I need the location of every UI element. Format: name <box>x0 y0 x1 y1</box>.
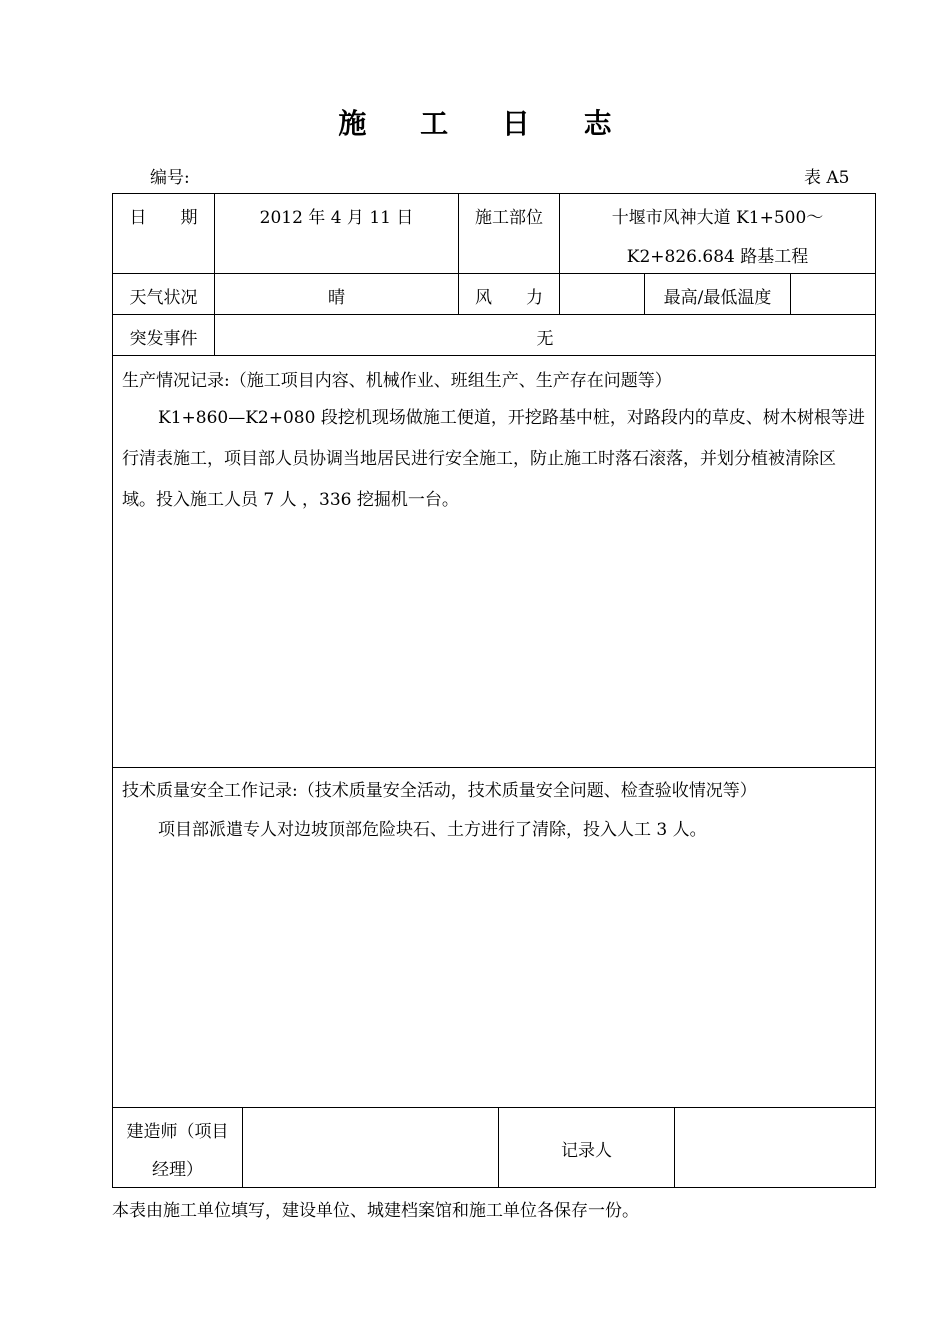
location-label: 施工部位 <box>475 208 543 228</box>
builder-label-line1: 建造师（项目 <box>126 1122 229 1142</box>
incident-value: 无 <box>536 329 554 349</box>
footer-note: 本表由施工单位填写，建设单位、城建档案馆和施工单位各保存一份。 <box>112 1201 639 1221</box>
production-heading: 生产情况记录:（施工项目内容、机械作业、班组生产、生产存在问题等） <box>122 371 672 391</box>
document-title: 施 工 日 志 <box>338 107 634 140</box>
wind-label: 风 力 <box>475 288 543 308</box>
technical-heading: 技术质量安全工作记录:（技术质量安全活动，技术质量安全问题、检查验收情况等） <box>122 781 757 801</box>
production-body: K1+860—K2+080 段挖机现场做施工便道，开挖路基中桩，对路段内的草皮、树木树根等进行清表施工，项目部人员协调当地居民进行安全施工，防止施工时落石滚落，并划分植被清除区域。投入施工人员 7 人 ，336 挖掘机一台。 <box>122 408 865 510</box>
number-label: 编号: <box>150 168 190 188</box>
recorder-label: 记录人 <box>561 1141 612 1161</box>
weather-value: 晴 <box>328 288 345 308</box>
weather-label: 天气状况 <box>129 288 198 308</box>
form-code: 表 A5 <box>804 168 850 188</box>
date-label: 日 期 <box>129 208 198 228</box>
technical-body: 项目部派遣专人对边坡顶部危险块石、土方进行了清除，投入人工 3 人。 <box>158 820 707 840</box>
builder-label-line2: 经理） <box>152 1160 203 1180</box>
temperature-label: 最高/最低温度 <box>663 288 772 308</box>
location-value-line1: 十堰市风神大道 K1+500～ <box>611 208 824 228</box>
incident-label: 突发事件 <box>129 329 198 349</box>
location-value-line2: K2+826.684 路基工程 <box>626 247 809 267</box>
date-value: 2012 年 4 月 11 日 <box>259 208 414 228</box>
